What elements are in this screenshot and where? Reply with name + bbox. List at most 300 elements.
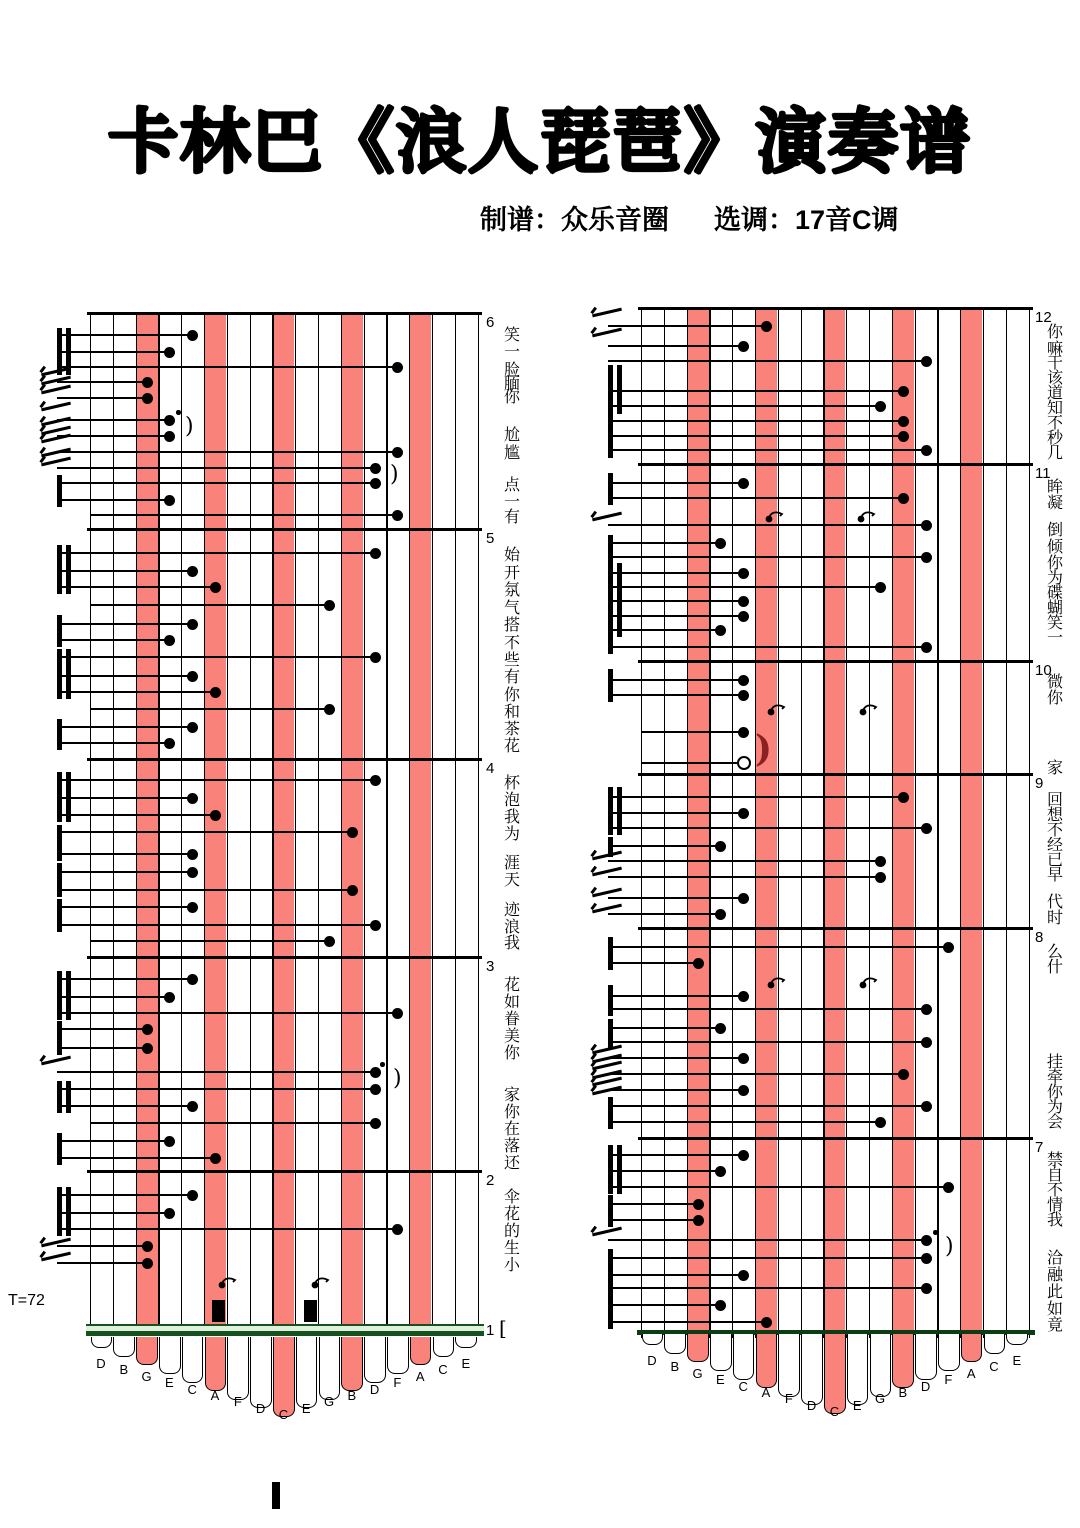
- kalimba-key-tip: [364, 1337, 386, 1383]
- note-dot: [738, 893, 749, 904]
- note-line: [57, 1012, 400, 1014]
- note-dot: [187, 902, 198, 913]
- note-dot: [693, 958, 704, 969]
- note-dot: [324, 600, 335, 611]
- kalimba-key-tip: [91, 1337, 113, 1348]
- note-line: [57, 871, 195, 873]
- kalimba-key-tip: [938, 1334, 960, 1371]
- beam-bar: [608, 1281, 613, 1312]
- beam-bar: [617, 1145, 622, 1194]
- note-line: [57, 656, 377, 658]
- red-tine-stripe: [961, 307, 982, 1338]
- note-dot: [164, 1136, 175, 1147]
- note-line: [90, 940, 331, 942]
- kalimba-key-tip: [410, 1337, 432, 1365]
- lyric-char: 伞: [503, 1189, 520, 1206]
- note-line: [608, 1304, 723, 1306]
- note-dot: [715, 909, 726, 920]
- kalimba-key-label: B: [670, 1359, 680, 1375]
- lyric-char: 我: [1046, 1212, 1063, 1229]
- tine-line: [204, 312, 205, 1332]
- note-dot: [164, 1208, 175, 1219]
- tine-line: [983, 307, 984, 1338]
- lyric-char: 时: [1046, 910, 1063, 927]
- lyric-char: 干: [1046, 355, 1063, 372]
- lyric-char: 此: [1046, 1284, 1063, 1301]
- flag-mark: [592, 888, 622, 898]
- note-dot: [738, 341, 749, 352]
- note-dot: [738, 1270, 749, 1281]
- note-line: [57, 366, 400, 368]
- kalimba-key-tip: [182, 1337, 204, 1383]
- lyric-char: 些: [503, 652, 520, 669]
- page-bottom-mark: [272, 1482, 280, 1509]
- beam-bar: [57, 1081, 62, 1113]
- lyric-char: 会: [1046, 1114, 1063, 1131]
- flag-mark: [41, 385, 71, 395]
- lyric-char: 凝: [1046, 495, 1063, 512]
- red-tine-stripe: [137, 312, 158, 1332]
- lyric-char: 你: [503, 1045, 520, 1062]
- kalimba-key-label: G: [323, 1394, 335, 1410]
- note-dot: [921, 1037, 932, 1048]
- lyric-char: 天: [503, 872, 520, 889]
- kalimba-key-label: A: [761, 1385, 771, 1400]
- beam-bar: [617, 593, 622, 637]
- note-dot: [142, 393, 153, 404]
- beam-bar: [57, 1133, 62, 1165]
- lyric-char: 么: [1046, 944, 1063, 961]
- kalimba-key-label: F: [393, 1375, 402, 1391]
- kalimba-key-tip: [915, 1334, 937, 1380]
- note-line: [608, 897, 746, 899]
- note-dot: [943, 942, 954, 953]
- lyric-char: 嘛: [1046, 341, 1063, 358]
- note-dot: [898, 792, 909, 803]
- note-dot: [715, 841, 726, 852]
- note-line: [608, 420, 905, 422]
- measure-number: 10: [1035, 662, 1052, 679]
- beam-bar: [608, 637, 613, 654]
- kalimba-key-label: C: [829, 1404, 840, 1420]
- lyric-char: 茶: [503, 721, 520, 738]
- note-line: [57, 499, 172, 501]
- kalimba-key-label: A: [966, 1365, 976, 1381]
- tie-curve: ): [185, 414, 194, 439]
- note-dot: [392, 362, 403, 373]
- kalimba-key-tip: [205, 1337, 227, 1391]
- lyric-char: 还: [503, 1155, 520, 1172]
- kalimba-key-label: C: [187, 1381, 197, 1397]
- note-dot: [142, 1043, 153, 1054]
- note-dot: [187, 1101, 198, 1112]
- flag-mark: [592, 1077, 622, 1087]
- sustain-rect: [304, 1300, 317, 1322]
- beam-bar: [57, 545, 62, 594]
- grace-note-icon: [763, 506, 785, 524]
- grace-note-icon: [309, 1272, 331, 1290]
- note-line: [57, 639, 172, 641]
- note-line: [90, 604, 331, 606]
- measure-line: [87, 312, 482, 315]
- note-dot: [392, 1224, 403, 1235]
- measure-number: 6: [486, 314, 495, 331]
- lyric-char: 落: [503, 1138, 520, 1155]
- kalimba-key-tip: [1006, 1334, 1028, 1345]
- flag-mark: [592, 1061, 622, 1071]
- tempo-marking: T=72: [8, 1292, 45, 1309]
- note-line: [57, 726, 195, 728]
- note-line: [57, 675, 195, 677]
- lyric-char: 尴: [503, 445, 520, 462]
- tie-curve-red: ): [755, 728, 773, 770]
- note-dot: [210, 582, 221, 593]
- note-line: [608, 1170, 723, 1172]
- note-dot: [875, 872, 886, 883]
- note-dot: [715, 625, 726, 636]
- note-line: [57, 419, 172, 421]
- note-line: [608, 556, 928, 558]
- measure-line: [87, 758, 482, 761]
- measure-line: [638, 660, 1033, 663]
- beam-bar: [617, 563, 622, 594]
- red-tine-stripe: [205, 312, 226, 1332]
- kalimba-key-label: E: [1012, 1353, 1022, 1368]
- kalimba-key-tip: [756, 1334, 778, 1388]
- kalimba-key-label: E: [165, 1375, 174, 1391]
- kalimba-key-label: A: [415, 1368, 425, 1384]
- lyric-char: 情: [1046, 1197, 1063, 1214]
- note-dot: [715, 1023, 726, 1034]
- lyric-char: 你: [1046, 1084, 1063, 1101]
- note-line: [608, 325, 768, 327]
- red-tine-stripe: [688, 307, 709, 1338]
- note-dot: [347, 885, 358, 896]
- kalimba-key-tip: [296, 1337, 318, 1408]
- kalimba-key-tip: [387, 1337, 409, 1374]
- kalimba-key-label: G: [141, 1368, 152, 1384]
- note-line: [57, 1212, 172, 1214]
- note-line: [608, 360, 928, 362]
- tine-line: [158, 312, 159, 1332]
- measure-number: 5: [486, 530, 495, 547]
- note-dot: [738, 675, 749, 686]
- lyric-char: 花: [503, 1206, 520, 1223]
- lyric-char: 道: [1046, 385, 1063, 402]
- augmentation-dot: [933, 1230, 938, 1235]
- tie-curve: ): [945, 1234, 954, 1259]
- tine-line: [869, 307, 870, 1338]
- note-line: [57, 451, 400, 453]
- beam-bar: [57, 475, 62, 507]
- grace-note-icon: [765, 699, 787, 717]
- note-dot: [875, 1117, 886, 1128]
- note-dot: [738, 690, 749, 701]
- note-dot: [738, 611, 749, 622]
- lyric-char: 腼: [503, 376, 520, 393]
- note-dot: [187, 330, 198, 341]
- note-line: [608, 435, 905, 437]
- measure-number: 7: [1035, 1139, 1044, 1156]
- note-dot: [738, 727, 749, 738]
- lyric-char: 我: [503, 809, 520, 826]
- lyric-char: 小: [503, 1257, 520, 1274]
- note-dot: [324, 704, 335, 715]
- note-line: [608, 405, 882, 407]
- measure-line: [638, 1137, 1033, 1140]
- beam-bar: [57, 719, 62, 750]
- note-dot: [370, 920, 381, 931]
- note-line: [57, 351, 172, 353]
- kalimba-key-label: G: [692, 1365, 703, 1381]
- score-subtitle: 制谱：众乐音圈 选调：17音C调: [480, 205, 899, 235]
- grace-note-icon: [216, 1272, 238, 1290]
- note-dot: [738, 991, 749, 1002]
- beam-bar: [608, 563, 613, 594]
- beam-bar: [608, 535, 613, 564]
- lyric-char: 有: [503, 509, 520, 526]
- note-dot: [875, 856, 886, 867]
- lyric-char: 什: [1046, 959, 1063, 976]
- flag-mark: [592, 1045, 622, 1055]
- note-line: [608, 572, 746, 574]
- tine-line: [732, 307, 733, 1338]
- lyric-char: 禁: [1046, 1152, 1063, 1169]
- lyric-char: 眷: [503, 1011, 520, 1028]
- lyric-char: 笑: [1046, 615, 1063, 632]
- measure-number: 11: [1035, 465, 1051, 482]
- note-line: [57, 691, 217, 693]
- note-line: [57, 924, 377, 926]
- note-line: [57, 978, 195, 980]
- tine-line: [1006, 307, 1007, 1338]
- note-dot: [347, 827, 358, 838]
- beam-bar: [57, 1187, 62, 1236]
- note-line: [608, 1321, 768, 1323]
- note-line: [608, 1008, 928, 1010]
- note-line: [57, 814, 217, 816]
- note-dot: [187, 671, 198, 682]
- note-dot: [921, 823, 932, 834]
- lyric-char: 碟: [1046, 585, 1063, 602]
- lyric-char: 一: [503, 494, 520, 511]
- note-line: [608, 1073, 905, 1075]
- note-line: [57, 586, 217, 588]
- note-line: [57, 1262, 149, 1264]
- lyric-char: 为: [1046, 570, 1063, 587]
- note-line: [608, 449, 928, 451]
- lyric-char: 不: [1046, 1182, 1063, 1199]
- note-dot: [921, 1253, 932, 1264]
- note-line: [641, 731, 746, 733]
- measure-number: 8: [1035, 929, 1044, 946]
- note-dot: [392, 1008, 403, 1019]
- kalimba-key-tip: [455, 1337, 477, 1348]
- note-line: [641, 762, 746, 764]
- tine-line: [664, 307, 665, 1338]
- note-line: [57, 1194, 195, 1196]
- tie-curve: ): [393, 1066, 402, 1091]
- lyric-char: 有: [503, 669, 520, 686]
- note-line: [90, 514, 400, 516]
- note-dot: [164, 495, 175, 506]
- lyric-char: 想: [1046, 807, 1063, 824]
- kalimba-key-tip: [710, 1334, 732, 1371]
- tine-line: [709, 307, 710, 1338]
- kalimba-key-tip: [801, 1334, 823, 1405]
- note-dot: [370, 478, 381, 489]
- note-dot: [738, 1085, 749, 1096]
- flag-mark: [41, 1056, 71, 1066]
- note-dot: [898, 386, 909, 397]
- flag-mark: [41, 417, 71, 427]
- note-dot: [324, 936, 335, 947]
- measure-number: 12: [1035, 309, 1052, 326]
- kalimba-key-label: E: [716, 1372, 725, 1388]
- grace-note-icon: [857, 699, 879, 717]
- tine-line: [295, 312, 296, 1332]
- kalimba-key-tip: [642, 1334, 664, 1345]
- lyric-char: 秒: [1046, 430, 1063, 447]
- note-dot: [693, 1199, 704, 1210]
- kalimba-key-label: C: [438, 1362, 448, 1378]
- note-dot: [921, 520, 932, 531]
- flag-mark: [592, 512, 622, 522]
- tine-line: [915, 307, 916, 1338]
- note-line: [57, 797, 195, 799]
- red-tine-stripe: [756, 307, 777, 1338]
- kalimba-key-tip: [159, 1337, 181, 1374]
- note-dot: [693, 1215, 704, 1226]
- beam-bar: [66, 1187, 71, 1236]
- note-line: [608, 1121, 882, 1123]
- augmentation-dot: [176, 410, 181, 415]
- lyric-char: 迹: [503, 902, 520, 919]
- tie-curve: ): [390, 462, 399, 487]
- beam-bar: [57, 971, 62, 1020]
- lyric-char: 杯: [503, 775, 520, 792]
- lyric-char: 美: [503, 1028, 520, 1045]
- measure-number: 1: [486, 1322, 495, 1339]
- kalimba-key-label: F: [784, 1391, 793, 1407]
- beam-bar: [57, 825, 62, 861]
- flag-mark: [592, 1227, 622, 1237]
- tine-line: [846, 307, 847, 1338]
- note-dot: [738, 808, 749, 819]
- lyric-char: 挂: [1046, 1054, 1063, 1071]
- kalimba-key-label: D: [920, 1378, 931, 1394]
- kalimba-key-tip: [664, 1334, 686, 1354]
- note-dot: [738, 596, 749, 607]
- note-dot: [187, 849, 198, 860]
- flag-mark: [592, 867, 622, 877]
- note-line: [608, 629, 723, 631]
- note-dot: [187, 619, 198, 630]
- kalimba-key-label: A: [210, 1388, 220, 1403]
- note-dot: [164, 635, 175, 646]
- lyric-char: 一: [1046, 630, 1063, 647]
- note-dot: [738, 1053, 749, 1064]
- kalimba-key-tip: [433, 1337, 455, 1357]
- note-line: [57, 831, 354, 833]
- note-line: [57, 779, 377, 781]
- tine-line: [455, 312, 456, 1332]
- beam-bar: [57, 615, 62, 647]
- kalimba-key-tip: [984, 1334, 1006, 1354]
- beam-bar: [57, 649, 62, 699]
- note-line: [57, 889, 354, 891]
- lyric-char: 倾: [1046, 539, 1063, 556]
- note-line: [608, 796, 905, 798]
- note-dot: [738, 568, 749, 579]
- note-line: [608, 1203, 700, 1205]
- note-dot: [210, 810, 221, 821]
- measure-line: [87, 956, 482, 959]
- beam-bar: [608, 1195, 613, 1227]
- note-dot: [738, 1150, 749, 1161]
- lyric-char: 家: [503, 1087, 520, 1104]
- note-line: [608, 1239, 928, 1241]
- tine-line: [755, 307, 756, 1338]
- flag-mark: [41, 1252, 71, 1262]
- lyric-char: 不: [503, 635, 520, 652]
- lyric-char: 不: [1046, 415, 1063, 432]
- flag-mark: [41, 402, 71, 412]
- tine-line: [801, 307, 802, 1338]
- kalimba-key-label: E: [852, 1397, 862, 1413]
- kalimba-key-label: E: [461, 1356, 471, 1371]
- beam-bar: [608, 985, 613, 1016]
- kalimba-key-tip: [319, 1337, 341, 1400]
- beam-bar: [608, 787, 613, 835]
- lyric-char: 竟: [1046, 1317, 1063, 1334]
- note-line: [57, 1047, 149, 1049]
- note-dot: [210, 687, 221, 698]
- lyric-char: 泡: [503, 792, 520, 809]
- kalimba-key-tip: [227, 1337, 249, 1400]
- note-line: [57, 1245, 149, 1247]
- note-dot: [921, 445, 932, 456]
- kalimba-key-tip: [250, 1337, 272, 1408]
- note-dot: [187, 722, 198, 733]
- note-line: [90, 1122, 377, 1124]
- note-line: [608, 390, 905, 392]
- tine-line: [687, 307, 688, 1338]
- note-line: [608, 694, 746, 696]
- note-line: [608, 812, 746, 814]
- beam-bar: [617, 365, 622, 414]
- beam-bar: [608, 593, 613, 637]
- lyric-char: 家: [1046, 760, 1063, 777]
- sustain-rect: [212, 1300, 225, 1322]
- note-dot: [921, 356, 932, 367]
- kalimba-key-label: D: [647, 1353, 657, 1368]
- note-line: [57, 906, 195, 908]
- note-line: [608, 1219, 700, 1221]
- augmentation-dot: [380, 1062, 385, 1067]
- kalimba-key-label: D: [96, 1356, 106, 1371]
- note-dot: [370, 1067, 381, 1078]
- note-dot: [187, 974, 198, 985]
- note-dot: [943, 1182, 954, 1193]
- tine-line: [136, 312, 137, 1332]
- note-line: [57, 1105, 195, 1107]
- note-dot: [164, 415, 175, 426]
- lyric-char: 几: [1046, 445, 1063, 462]
- lyric-char: 花: [503, 977, 520, 994]
- note-dot: [921, 1283, 932, 1294]
- grace-note-icon: [765, 972, 787, 990]
